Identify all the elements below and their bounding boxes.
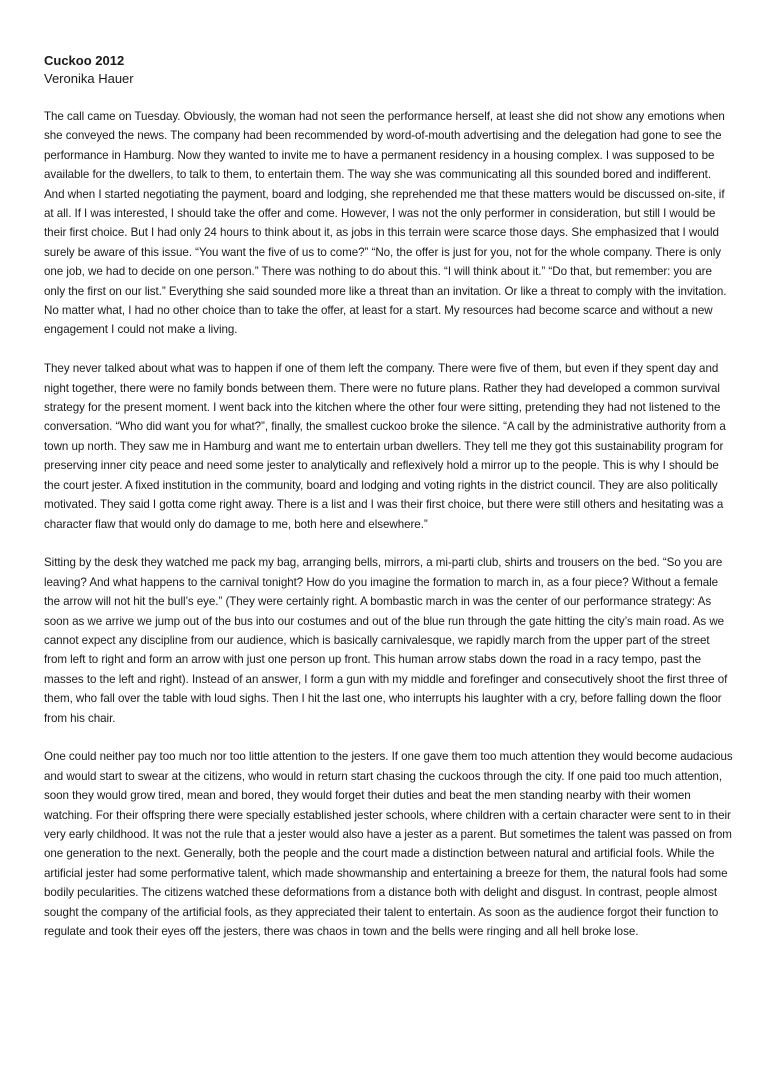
document-title: Cuckoo 2012	[44, 53, 125, 68]
document-author: Veronika Hauer	[44, 71, 134, 86]
paragraph-4: One could neither pay too much nor too little attention to the jesters. If one gave them too much attention they would become audacious and would start to swear at the citizens, who would in return start chasing the cuckoos through the city. If one paid too much attention, soon they would grow tired, mean and bored, they would forget their duties and beat the men standing nearby with their women watching. For their offspring there were specially established jester schools, where children with a certain character were sent to in their very early childhood. It was not the rule that a jester would also have a jester as a parent. But sometimes the talent was passed on from one generation to the next. Generally, both the people and the court made a distinction between natural and artificial fools. While the artificial jester had some performative talent, which made showmanship and entertaining a breeze for them, the natural fools had some bodily pecularities. The citizens watched these deformations from a distance both with delight and disgust. In contrast, people almost sought the company of the artificial fools, as they appreciated their talent to entertain. As soon as the audience forgot their function to regulate and took their eyes off the jesters, there was chaos in town and the bells were ringing and all hell broke lose.	[44, 750, 733, 939]
paragraph-3: Sitting by the desk they watched me pack my bag, arranging bells, mirrors, a mi-parti club, shirts and trousers on the bed. “So you are leaving? And what happens to the carnival tonight? How do you imagine the formation to march in, as a four piece? Without a female the arrow will not hit the bull’s eye.” (They were certainly right. A bombastic march in was the center of our performance strategy: As soon as we arrive we jump out of the bus into our costumes and out of the blue run through the gate hitting the city’s main road. As we cannot expect any discipline from our audience, which is basically carnivalesque, we rapidly march from the upper part of the street from left to right and form an arrow with just one person up front. This human arrow stabs down the road in a racy tempo, past the masses to the left and right). Instead of an answer, I form a gun with my middle and forefinger and consecutively shoot the first three of them, who fall over the table with loud sighs. Then I hit the last one, who interrupts his laughter with a cry, before falling down the floor from his chair.	[44, 556, 728, 725]
paragraph-1: The call came on Tuesday. Obviously, the woman had not seen the performance herself, at least she did not show any emotions when she conveyed the news. The company had been recommended by word-of-mouth advertising and the delegation had gone to see the performance in Hamburg. Now they wanted to invite me to have a permanent residency in a housing complex. I was supposed to be available for the dwellers, to talk to them, to entertain them. The way she was communicating all this sounded bored and indifferent. And when I started negotiating the payment, board and lodging, she reprehended me that these matters would be discussed on-site, if at all. If I was interested, I should take the offer and come. However, I was not the only performer in consideration, but still I would be their first choice. But I had only 24 hours to think about it, as jobs in this terrain were scarce those days. She emphasized that I would surely be aware of this issue. “You want the five of us to come?” “No, the offer is just for you, not for the whole company. There is only one job, we had to decide on one person.” There was nothing to do about this. “I will think about it.” “Do that, but remember: you are only the first on our list.” Everything she said sounded more like a threat than an invitation. Or like a threat to comply with the invitation. No matter what, I had no other choice than to take the offer, at least for a start. My resources had become scarce and without a new engagement I could not make a living.	[44, 110, 727, 337]
paragraph-2: They never talked about what was to happen if one of them left the company. There were five of them, but even if they spent day and night together, there were no family bonds between them. There were no future plans. Rather they had developed a common survival strategy for the present moment. I went back into the kitchen where the other four were sitting, pretending they had not listened to the conversation. “Who did want you for what?”, finally, the smallest cuckoo broke the silence. “A call by the administrative authority from a town up north. They saw me in Hamburg and want me to entertain urban dwellers. They tell me they got this sustainability program for preserving inner city peace and need some jester to analytically and reflexively hold a mirror up to the people. This is why I should be the court jester. A fixed institution in the community, board and lodging and voting rights in the district council. They are also politically motivated. They said I gotta come right away. There is a list and I was their first choice, but there were still others and hesitating was a character flaw that would only do damage to me, both here and elsewhere.”	[44, 362, 726, 531]
document-page	[44, 52, 734, 961]
